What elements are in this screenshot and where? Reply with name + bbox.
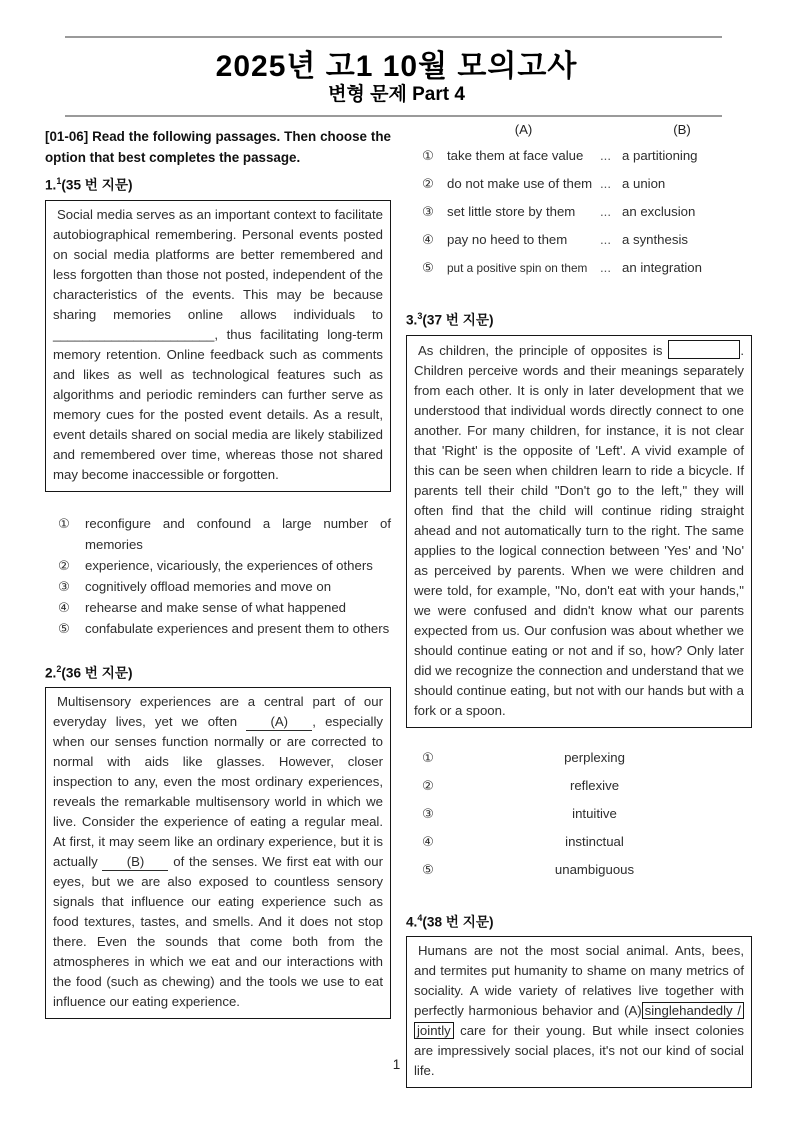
option-marker: ② (58, 557, 70, 573)
question-4-label (406, 908, 752, 933)
header-rule-bottom (65, 115, 722, 117)
option-marker: ③ (58, 578, 70, 594)
question-2-passage-text: Multisensory experiences are a central part of our everyday lives, yet we often (53, 694, 383, 730)
option-text: intuitive (572, 805, 617, 821)
question-3-option-1 (406, 750, 752, 778)
word-choice-box: singlehandedly / jointly (414, 1002, 744, 1039)
right-column (406, 120, 752, 1088)
question-1-footnote-mark: 1 (56, 176, 62, 186)
option-marker: ① (422, 749, 434, 765)
option-marker: ② (422, 176, 434, 191)
option-separator: ... (600, 204, 611, 219)
question-1-options (45, 513, 391, 639)
option-b-text: a union (622, 176, 666, 191)
question-3-option-3 (406, 806, 752, 834)
question-2-option-4 (406, 232, 752, 260)
section-instructions: [01-06] Read the following passages. Then choose the option that best completes the passage. (45, 129, 391, 165)
option-marker: ⑤ (422, 260, 434, 275)
question-2-number: 2. (45, 665, 57, 681)
question-1-option-3 (58, 576, 391, 597)
page-subtitle: 변형 문제 Part 4 (328, 84, 465, 105)
option-b-text: an exclusion (622, 204, 696, 219)
question-3-footnote-mark: 3 (417, 311, 423, 321)
question-3-source: (37 번 지문) (422, 312, 494, 328)
option-a-text: put a positive spin on them (447, 261, 588, 275)
question-2-option-1 (406, 148, 752, 176)
header-rule-top (65, 36, 722, 38)
option-separator: ... (600, 232, 611, 247)
option-a-text: pay no heed to them (447, 232, 568, 247)
question-2-label (45, 659, 391, 684)
column-b-header: (B) (673, 122, 691, 137)
question-2-passage-text: of the senses. We first eat with our eyes, but we are also exposed to countless sensory signals that influence our eating experience such as food textures, tastes, and smells. And it does not stop there. Even the sounds that come both from the atmospheres in which we eat and our interactions with the food (such as chewing) and the tools we use to eat influence our eating experience. (53, 854, 383, 1010)
question-1-option-1 (58, 513, 391, 555)
option-marker: ① (422, 148, 434, 163)
option-text: instinctual (565, 833, 624, 849)
question-2-passage-text: , especially when our senses function normally or are corrected to normal with aids like glasses. However, closer inspection to any, even the most ordinary experiences, reveals the remarkable multisensory world in which we live. Consider the experience of eating a regular meal. At first, it may seem like an ordinary experience, but it is actually (53, 714, 383, 870)
question-4-number: 4. (406, 914, 418, 930)
question-2-answer-table (406, 120, 752, 288)
question-3-option-4 (406, 834, 752, 862)
question-1-passage-text: Social media serves as an important context to facilitate autobiographical remembering. Personal events posted on social media platforms are better remembered and less forgotten than those not posted, independent of the characteristics of the events. This may be because sharing memories online allows individuals to ______________________, thus facilitating long-term memory retention. Online feedback such as comments and likes as well as technological features such as algorithms and periodic reminders can further serve as memory cues for the posted event details. As a result, event details shared on social media are likely stabilized and remembered over time, whereas those not shared may become inaccessible or forgotten. (53, 206, 383, 482)
question-2-option-3 (406, 204, 752, 232)
question-4-source: (38 번 지문) (422, 914, 494, 930)
option-text: cognitively offload memories and move on (85, 578, 332, 594)
option-a-text: do not make use of them (447, 176, 593, 191)
question-3-passage-box (406, 335, 752, 728)
option-text: experience, vicariously, the experiences of others (85, 557, 373, 573)
option-text: unambiguous (554, 861, 635, 877)
blank-b-underline: (B) (102, 854, 168, 871)
option-text: reconfigure and confound a large number of memories (85, 515, 391, 552)
question-4-passage-text: Humans are not the most social animal. Ants, bees, and termites put humanity to shame on many metrics of sociality. A wide variety of relatives live together with perfectly harmonious behavior and (A) (414, 943, 744, 1019)
option-separator: ... (600, 148, 611, 163)
page-number: 1 (392, 1057, 401, 1072)
option-marker: ② (422, 777, 434, 793)
question-2-option-2 (406, 176, 752, 204)
answer-table-header (406, 120, 752, 140)
question-2-source: (36 번 지문) (61, 665, 133, 681)
question-3-label (406, 306, 752, 331)
left-column (45, 126, 391, 1019)
option-marker: ④ (422, 833, 434, 849)
question-1-option-4 (58, 597, 391, 618)
question-3-option-5 (406, 862, 752, 890)
question-1-source: (35 번 지문) (61, 177, 133, 193)
option-marker: ⑤ (58, 620, 70, 636)
option-marker: ③ (422, 805, 434, 821)
option-b-text: a synthesis (622, 232, 688, 247)
question-3-passage-text: . Children perceive words and their meanings separately from each other. It is only in later development that we understood that individual words directly connect to one another. For many children, for instance, it is not clear that 'Right' is the opposite of 'Left'. A vivid example of this can be seen when children learn to ride a bicycle. If parents tell their child "Don't go to the left," they will often find that the child will continue riding straight ahead and not automatically turn to the right. The same applies to the logical connection between 'Yes' and 'No' as perceived by parents. When we were children and were told, for example, "No, don't eat with your hands," we were confused and didn't know what our parents expected from us. Our confusion was about whether we should continue eating or not and if so, how? Only later did we recognize the connection and understand that we should continue eating, but not with our hands but with a fork or a spoon. (414, 342, 744, 718)
option-separator: ... (600, 260, 611, 275)
option-text: confabulate experiences and present them to others (85, 620, 390, 636)
blank-a-underline: (A) (246, 714, 312, 731)
question-3-options (406, 750, 752, 890)
question-2-passage-box (45, 687, 391, 1019)
question-1-number: 1. (45, 177, 57, 193)
option-marker: ④ (422, 232, 434, 247)
option-text: reflexive (569, 777, 620, 793)
option-text: perplexing (564, 749, 625, 765)
option-b-text: a partitioning (622, 148, 698, 163)
option-text: rehearse and make sense of what happened (85, 599, 347, 615)
option-marker: ⑤ (422, 861, 434, 877)
option-marker: ④ (58, 599, 70, 615)
question-3-option-2 (406, 778, 752, 806)
question-3-passage-text: As children, the principle of opposites is (418, 342, 669, 358)
option-marker: ③ (422, 204, 434, 219)
column-a-header: (A) (514, 122, 533, 137)
option-separator: ... (600, 176, 611, 191)
option-a-text: set little store by them (447, 204, 576, 219)
question-4-passage-text: care for their young. But while insect colonies are impressively social places, it's not our kind of social life. (414, 1023, 744, 1079)
question-1-label (45, 171, 391, 196)
question-2-footnote-mark: 2 (56, 663, 62, 674)
question-2-option-5 (406, 260, 752, 288)
question-1-option-5 (58, 618, 391, 639)
option-b-text: an integration (622, 260, 702, 275)
question-1-option-2 (58, 555, 391, 576)
question-4-footnote-mark: 4 (417, 912, 423, 923)
option-marker: ① (58, 515, 70, 531)
page-title: 2025년 고1 10월 모의고사 (215, 50, 578, 83)
option-a-text: take them at face value (447, 148, 584, 163)
answer-blank-box (668, 340, 740, 359)
question-1-passage-box (45, 200, 391, 492)
question-3-number: 3. (406, 312, 418, 328)
